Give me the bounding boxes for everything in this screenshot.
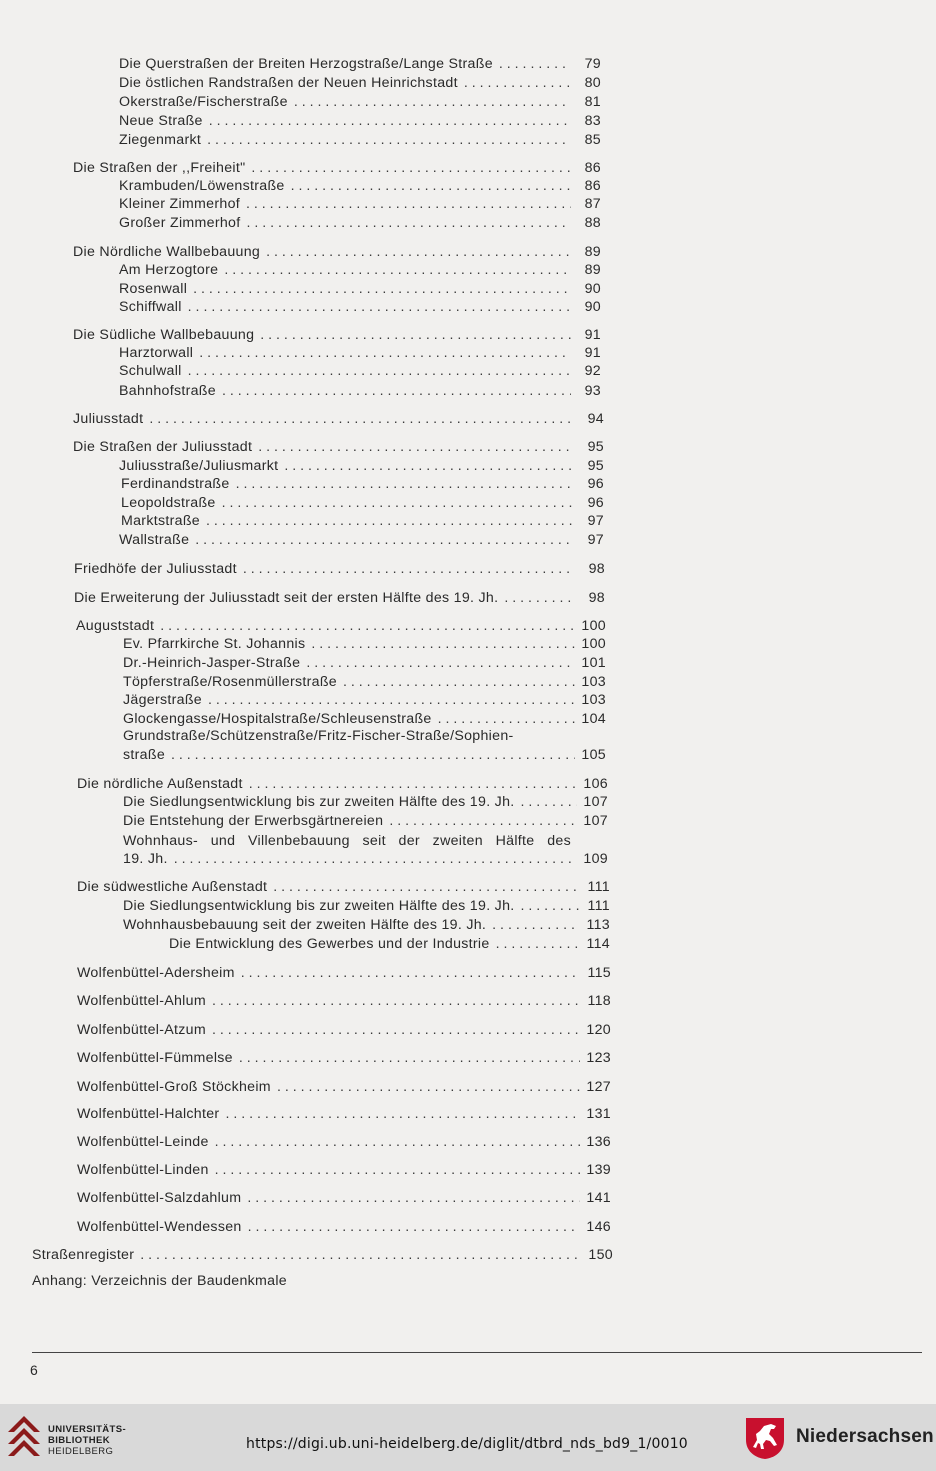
- toc-entry-title: Töpferstraße/Rosenmüllerstraße: [123, 674, 337, 690]
- toc-leader-dots: [239, 1048, 581, 1068]
- toc-entry-title: Die Nördliche Wallbebauung: [73, 244, 261, 260]
- toc-leader-dots: [243, 559, 575, 579]
- toc-entry[interactable]: [119, 111, 601, 131]
- niedersachsen-logo[interactable]: [744, 1416, 934, 1460]
- toc-entry-page: 141: [586, 1190, 611, 1206]
- toc-entry[interactable]: [32, 1245, 613, 1265]
- toc-entry[interactable]: [73, 242, 601, 262]
- toc-leader-dots: [140, 1245, 582, 1265]
- toc-entry-title: Wolfenbüttel-Adersheim: [77, 965, 235, 981]
- toc-entry-page: 111: [587, 879, 610, 895]
- toc-entry[interactable]: [119, 54, 601, 74]
- viewer-footer: [0, 1404, 936, 1471]
- toc-entry-page: 89: [584, 262, 601, 278]
- toc-entry-title: Die Südliche Wallbebauung: [73, 327, 255, 343]
- toc-leader-dots: [212, 991, 581, 1011]
- permalink-url[interactable]: https://digi.ub.uni-heidelberg.de/diglit/dtbrd_nds_bd9_1/0010: [246, 1436, 688, 1452]
- toc-entry[interactable]: [119, 297, 601, 317]
- toc-leader-dots: [249, 774, 578, 794]
- toc-leader-dots: [149, 409, 574, 429]
- toc-leader-dots: [311, 634, 575, 654]
- toc-leader-dots: [195, 530, 574, 550]
- toc-leader-dots: [294, 92, 571, 112]
- toc-wrap-line: Grundstraße/Schützenstraße/Fritz-Fischer-Straße/Sophien-: [123, 728, 514, 744]
- toc-leader-dots: [222, 493, 574, 513]
- toc-entry-title: Die südwestliche Außenstadt: [77, 879, 268, 895]
- toc-entry-page: 106: [583, 776, 608, 792]
- library-name-line2: BIBLIOTHEK: [48, 1435, 111, 1446]
- toc-leader-dots: [188, 361, 571, 381]
- toc-leader-dots: [246, 194, 571, 214]
- toc-entry-title: Schulwall: [119, 363, 182, 379]
- toc-entry-page: 101: [581, 655, 606, 671]
- toc-entry[interactable]: [123, 690, 606, 710]
- toc-entry[interactable]: [73, 437, 604, 457]
- toc-leader-dots: [248, 1217, 581, 1237]
- toc-entry[interactable]: [77, 1160, 611, 1180]
- page-rule: [32, 1352, 922, 1353]
- toc-entry-page: 98: [588, 561, 605, 577]
- toc-leader-dots: [160, 616, 575, 636]
- toc-entry-page: 100: [581, 618, 606, 634]
- toc-leader-dots: [246, 213, 571, 233]
- toc-entry-page: 131: [586, 1106, 611, 1122]
- toc-entry[interactable]: [119, 92, 601, 112]
- toc-entry[interactable]: [119, 260, 601, 280]
- toc-entry-title: straße: [123, 747, 166, 763]
- toc-entry-page: 86: [584, 178, 601, 194]
- toc-entry-title: Marktstraße: [121, 513, 200, 529]
- toc-entry[interactable]: [121, 493, 604, 513]
- toc-entry[interactable]: [123, 653, 606, 673]
- toc-leader-dots: [225, 1104, 580, 1124]
- toc-entry-title: Glockengasse/Hospitalstraße/Schleusenstraße: [123, 711, 432, 727]
- toc-leader-dots: [215, 1132, 581, 1152]
- toc-entry-title: Die Entstehung der Erwerbsgärtnereien: [123, 813, 384, 829]
- toc-entry[interactable]: [119, 343, 601, 363]
- state-name: Niedersachsen: [796, 1426, 934, 1447]
- toc-entry[interactable]: [77, 1217, 611, 1237]
- toc-entry-title: Kleiner Zimmerhof: [119, 196, 240, 212]
- toc-entry-page: 111: [587, 898, 610, 914]
- toc-entry-page: 87: [584, 196, 601, 212]
- toc-entry[interactable]: [119, 279, 601, 299]
- toc-entry-title: Harztorwall: [119, 345, 194, 361]
- toc-entry-title: Krambuden/Löwenstraße: [119, 178, 285, 194]
- toc-entry-page: 109: [583, 851, 608, 867]
- toc-entry-title: Wolfenbüttel-Ahlum: [77, 993, 206, 1009]
- toc-entry[interactable]: [74, 588, 605, 608]
- toc-entry[interactable]: [74, 559, 605, 579]
- horse-crest-icon: [744, 1416, 786, 1460]
- toc-entry-page: 98: [588, 590, 605, 606]
- toc-leader-dots: [389, 811, 577, 831]
- toc-entry-title: Wolfenbüttel-Leinde: [77, 1134, 209, 1150]
- toc-entry-title: Neue Straße: [119, 113, 203, 129]
- toc-entry-page: 86: [584, 160, 601, 176]
- toc-entry[interactable]: [123, 672, 606, 692]
- toc-entry-page: 150: [588, 1247, 613, 1263]
- toc-entry-page: 91: [584, 345, 601, 361]
- toc-entry-title: Die östlichen Randstraßen der Neuen Heinrichstadt: [119, 75, 458, 91]
- toc-entry-title: Die nördliche Außenstadt: [77, 776, 243, 792]
- toc-entry-title: Rosenwall: [119, 281, 188, 297]
- toc-entry-title: Die Entwicklung des Gewerbes und der Industrie: [169, 936, 490, 952]
- toc-entry-page: 136: [586, 1134, 611, 1150]
- toc-entry-page: 115: [587, 965, 611, 981]
- toc-entry[interactable]: [123, 634, 606, 654]
- toc-entry-title: Die Querstraßen der Breiten Herzogstraße/Lange Straße: [119, 56, 493, 72]
- toc-entry-title: Straßenregister: [32, 1247, 135, 1263]
- toc-entry-title: Juliusstraße/Juliusmarkt: [119, 458, 279, 474]
- toc-leader-dots: [236, 474, 574, 494]
- toc-entry-page: 97: [587, 513, 604, 529]
- toc-leader-dots: [343, 672, 575, 692]
- toc-entry[interactable]: [77, 1132, 611, 1152]
- toc-entry-page: 81: [584, 94, 601, 110]
- toc-entry-title: Die Siedlungsentwicklung bis zur zweiten Hälfte des 19. Jh.: [123, 794, 515, 810]
- toc-entry[interactable]: [77, 1048, 611, 1068]
- toc-entry[interactable]: [76, 616, 606, 636]
- toc-leader-dots: [277, 1077, 580, 1097]
- toc-entry-title: Bahnhofstraße: [119, 383, 216, 399]
- toc-entry[interactable]: [77, 1188, 611, 1208]
- toc-entry-page: 123: [586, 1050, 611, 1066]
- toc-entry[interactable]: [119, 213, 601, 233]
- toc-leader-dots: [207, 130, 571, 150]
- toc-entry-page: 118: [587, 993, 611, 1009]
- toc-entry[interactable]: [123, 915, 610, 935]
- library-name-line1: UNIVERSITÄTS-: [48, 1424, 127, 1435]
- toc-entry[interactable]: [77, 963, 611, 983]
- toc-leader-dots: [188, 297, 571, 317]
- toc-entry[interactable]: [119, 73, 601, 93]
- toc-entry-title: Ziegenmarkt: [119, 132, 202, 148]
- toc-entry-title: Schiffwall: [119, 299, 182, 315]
- toc-entry-page: 139: [586, 1162, 611, 1178]
- toc-leader-dots: [266, 242, 571, 262]
- toc-entry[interactable]: [119, 530, 604, 550]
- toc-leader-dots: [521, 896, 581, 916]
- toc-entry[interactable]: [119, 130, 601, 150]
- toc-entry[interactable]: [121, 474, 604, 494]
- toc-leader-dots: [171, 745, 575, 765]
- toc-entry[interactable]: [119, 176, 601, 196]
- toc-entry-title: Wolfenbüttel-Halchter: [77, 1106, 220, 1122]
- toc-entry-title: Die Straßen der Juliusstadt: [73, 439, 253, 455]
- toc-entry-page: 104: [581, 711, 606, 727]
- toc-entry-title: Okerstraße/Fischerstraße: [119, 94, 288, 110]
- toc-entry-page: 103: [581, 674, 606, 690]
- toc-entry-page: 93: [584, 383, 601, 399]
- toc-entry-page: 105: [581, 747, 606, 763]
- toc-entry-title: Großer Zimmerhof: [119, 215, 241, 231]
- toc-leader-dots: [258, 437, 574, 457]
- toc-entry-title: 19. Jh.: [123, 851, 168, 867]
- toc-entry[interactable]: [119, 381, 601, 401]
- toc-entry[interactable]: [119, 456, 604, 476]
- toc-entry-page: 95: [587, 458, 604, 474]
- toc-leader-dots: [206, 511, 574, 531]
- toc-entry-page: 107: [583, 813, 608, 829]
- toc-entry-page: 90: [584, 299, 601, 315]
- toc-entry[interactable]: [77, 1104, 611, 1124]
- toc-entry-page: 92: [584, 363, 601, 379]
- toc-entry-title: Wolfenbüttel-Salzdahlum: [77, 1190, 242, 1206]
- toc-entry-title: Leopoldstraße: [121, 495, 216, 511]
- toc-entry-title: Dr.-Heinrich-Jasper-Straße: [123, 655, 301, 671]
- toc-leader-dots: [209, 111, 571, 131]
- toc-leader-dots: [251, 158, 571, 178]
- toc-entry[interactable]: [123, 745, 606, 765]
- toc-entry-title: Friedhöfe der Juliusstadt: [74, 561, 237, 577]
- toc-leader-dots: [273, 877, 580, 897]
- toc-leader-dots: [208, 690, 575, 710]
- toc-entry[interactable]: [73, 325, 601, 345]
- toc-entry-title: Wolfenbüttel-Fümmelse: [77, 1050, 233, 1066]
- toc-entry-title: Wolfenbüttel-Linden: [77, 1162, 209, 1178]
- toc-entry-title: Am Herzogtore: [119, 262, 219, 278]
- toc-entry[interactable]: [73, 158, 601, 178]
- toc-entry-page: 79: [584, 56, 601, 72]
- toc-entry-page: 127: [586, 1079, 611, 1095]
- toc-entry-page: 107: [583, 794, 608, 810]
- toc-entry-page: 85: [584, 132, 601, 148]
- toc-entry[interactable]: [77, 991, 611, 1011]
- toc-leader-dots: [291, 176, 571, 196]
- ub-heidelberg-logo-icon: [6, 1414, 42, 1462]
- toc-entry-page: 114: [586, 936, 610, 952]
- toc-entry[interactable]: [123, 896, 610, 916]
- toc-entry-title: Wolfenbüttel-Atzum: [77, 1022, 206, 1038]
- toc-entry[interactable]: [119, 194, 601, 214]
- toc-leader-dots: [222, 381, 571, 401]
- toc-leader-dots: [492, 915, 580, 935]
- toc-entry-title: Wolfenbüttel-Groß Stöckheim: [77, 1079, 271, 1095]
- toc-entry-title: Ev. Pfarrkirche St. Johannis: [123, 636, 306, 652]
- toc-leader-dots: [212, 1020, 580, 1040]
- toc-entry-page: 88: [584, 215, 601, 231]
- toc-leader-dots: [496, 934, 580, 954]
- page-number: 6: [30, 1362, 38, 1378]
- toc-entry[interactable]: [77, 1020, 611, 1040]
- toc-entry-title: Ferdinandstraße: [121, 476, 230, 492]
- toc-entry-title: Jägerstraße: [123, 692, 202, 708]
- toc-entry[interactable]: [121, 511, 604, 531]
- toc-leader-dots: [215, 1160, 581, 1180]
- toc-entry[interactable]: [123, 811, 608, 831]
- toc-entry-page: 89: [584, 244, 601, 260]
- toc-entry[interactable]: [77, 877, 610, 897]
- toc-entry[interactable]: [73, 409, 604, 429]
- toc-entry[interactable]: [119, 361, 601, 381]
- toc-leader-dots: [284, 456, 574, 476]
- toc-entry-page: 100: [581, 636, 606, 652]
- ub-heidelberg-logo[interactable]: [6, 1414, 146, 1462]
- toc-entry[interactable]: [77, 774, 608, 794]
- toc-entry-page: 103: [581, 692, 606, 708]
- toc-entry-page: 146: [586, 1219, 611, 1235]
- toc-leader-dots: [464, 73, 571, 93]
- toc-entry-title: Juliusstadt: [73, 411, 144, 427]
- toc-entry-title: Die Siedlungsentwicklung bis zur zweiten Hälfte des 19. Jh.: [123, 898, 515, 914]
- toc-entry-page: 120: [586, 1022, 611, 1038]
- toc-entry[interactable]: [123, 849, 608, 869]
- toc-entry-title: Die Straßen der ,,Freiheit": [73, 160, 246, 176]
- toc-leader-dots: [247, 1188, 580, 1208]
- toc-leader-dots: [224, 260, 571, 280]
- toc-wrap-line: Wohnhaus- und Villenbebauung seit der zweiten Hälfte des: [123, 833, 571, 849]
- toc-leader-dots: [521, 792, 578, 812]
- toc-entry-page: 97: [587, 532, 604, 548]
- toc-leader-dots: [499, 54, 571, 74]
- toc-entry-title: Die Erweiterung der Juliusstadt seit der ersten Hälfte des 19. Jh.: [74, 590, 499, 606]
- toc-entry-title: Wolfenbüttel-Wendessen: [77, 1219, 242, 1235]
- toc-entry-page: 113: [586, 917, 610, 933]
- toc-leader-dots: [241, 963, 581, 983]
- toc-entry[interactable]: [169, 934, 610, 954]
- toc-entry-title: Auguststadt: [76, 618, 155, 634]
- library-name-line3: HEIDELBERG: [48, 1446, 114, 1457]
- toc-entry-title: Wallstraße: [119, 532, 190, 548]
- toc-entry[interactable]: [123, 792, 608, 812]
- toc-entry-page: 96: [587, 495, 604, 511]
- toc-leader-dots: [260, 325, 571, 345]
- toc-leader-dots: [306, 653, 575, 673]
- toc-appendix: Anhang: Verzeichnis der Baudenkmale: [32, 1273, 287, 1289]
- toc-leader-dots: [504, 588, 575, 608]
- toc-entry[interactable]: [77, 1077, 611, 1097]
- toc-entry-page: 96: [587, 476, 604, 492]
- toc-entry-page: 94: [587, 411, 604, 427]
- toc-entry-page: 95: [587, 439, 604, 455]
- toc-entry-page: 90: [584, 281, 601, 297]
- toc-leader-dots: [174, 849, 578, 869]
- toc-leader-dots: [193, 279, 571, 299]
- toc-entry-page: 83: [584, 113, 601, 129]
- toc-entry-title: Wohnhausbebauung seit der zweiten Hälfte des 19. Jh.: [123, 917, 487, 933]
- toc-entry-page: 80: [584, 75, 601, 91]
- toc-entry-page: 91: [584, 327, 601, 343]
- toc-leader-dots: [199, 343, 571, 363]
